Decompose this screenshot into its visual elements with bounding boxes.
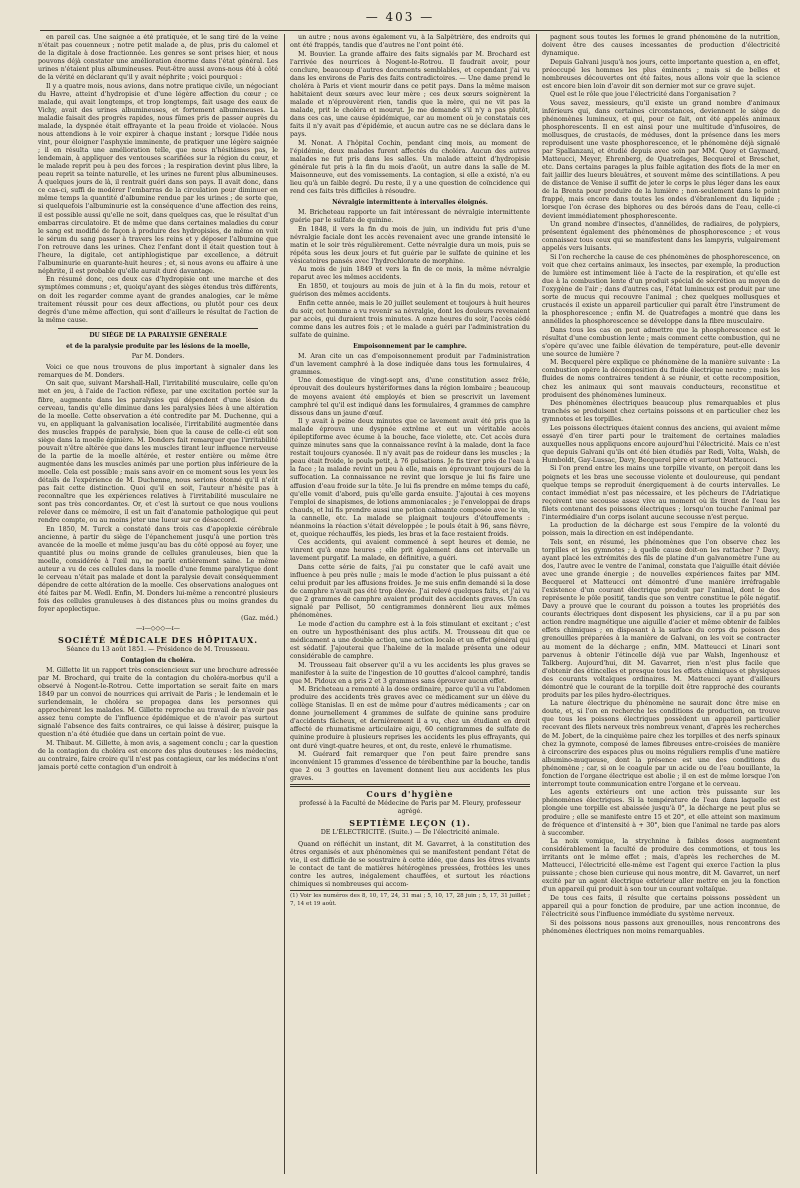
paragraph: En 1850, et toujours au mois de juin et à la fin du mois, retour et guérison des mêmes accidents. bbox=[290, 282, 530, 298]
footnote: (1) Voir les numéros des 8, 10, 17, 24, 31 mai ; 5, 10, 17, 28 juin ; 5, 17, 31 juillet ; 7, 14 et 19 août. bbox=[290, 892, 530, 907]
paragraph: M. Nonat. A l'hôpital Cochin, pendant cinq mois, au moment de l'épidémie, deux malades furent affectés du choléra. Aucun des autres malades ne fut pris dans les salles. Un malade atteint d'hydropisie générale fut pris à la fin du mois d'août, un autre dans la salle de M. Maisonneuve, eut des vomissements. La contagion, si elle a existé, n'a eu lieu qu'à un faible degré. Du reste, il y a une question de coïncidence qui rend ces faits très difficiles à résoudre. bbox=[290, 139, 530, 195]
paragraph: pagnent sous toutes les formes le grand phénomène de la nutrition, doivent être des causes incessantes de production d'électricité dynamique. bbox=[542, 34, 780, 58]
paragraph: Quel est le rôle que joue l'électricité dans l'organisation ? bbox=[550, 91, 736, 99]
paragraph: Enfin cette année, mais le 20 juillet seulement et toujours à huit heures du soir, cet homme a vu revenir sa névralgie, dont les douleurs revenaient par accès, qui duraient trois minutes. A onze heures du soir, l'accès cédé comme dans les autres fois ; et le malade a guéri par l'administration du sulfate de quinine. bbox=[290, 299, 530, 339]
paragraph: En 1848, il vers la fin du mois de juin, un individu fut pris d'une névralgie faciale dont les accès revenaient avec une grande intensité le matin et le soir très régulièrement. Cette névralgie dura un mois, puis se répéta sous les deux jours et fut guérie par le sulfate de quinine et les vésicatoires pansés avec l'hydrochlorate de morphine. bbox=[290, 225, 530, 265]
paragraph: M. Bricheteau rapporte un fait intéressant de névralgie intermittente guérie par le sulfate de quinine. bbox=[290, 208, 530, 225]
paragraph: M. Aran cite un cas d'empoisonnement produit par l'administration d'un lavement camphré à la dose indiquée dans tous les formulaires, 4 grammes. bbox=[290, 352, 530, 376]
paragraph: en pareil cas. Une saignée a été pratiquée, et le sang tiré de la veine n'était pas couenneux ; notre petit malade a, de plus, pris du calomel et de la digitale à dose fractionnée. Les genres se sont prises hier, et nous pouvons déjà constater une amélioration énorme dans l'état général. Les urines n'étaient plus albumineuses. Peut-être aussi avons-nous été à côté de la vérité en déclarant qu'il y avait néphrite ; voici pourquoi : bbox=[38, 34, 278, 82]
column-rule bbox=[536, 34, 537, 1174]
paragraph: Au mois de juin 1849 et vers la fin de ce mois, la même névralgie reparut avec les mêmes accidents. bbox=[290, 266, 530, 282]
paragraph: Vous savez, messieurs, qu'il existe un grand nombre d'animaux inférieurs qui, dans certaines circonstances, deviennent le siège de phénomènes lumineux, et qui, pour ce fait, ont été appelés animaux phosphorescents. Il en est ainsi pour une multitude d'infusoires, de mollusques, de crustacés, de méduses, dont la présence dans les mers reproduisent une vaste phosphorescence, et le phénomène déjà signalé par Spallanzani, et étudié depuis avec soin par MM. Quoy et Gaymard, Matteucci, Meyer, Ehrenberg, de Quatrefages, Becquerel et Breschet, etc. Dans certains parages la plus faible agitation des flots de la mer en fait jaillir des lueurs bleuâtres, et souvent même des scintillations. A peu de distance de Venise il suffit de jeter le corps le plus léger dans les eaux de la Brenta pour produire de la lumière ; non-seulement dans le point frappé, mais encore dans toutes les ondes d'ébranlement du liquide ; lorsque l'on écrase des biphores ou des béroés dans de l'eau, celle-ci devient immédiatement phosphorescente. bbox=[542, 99, 780, 220]
paragraph: En résumé donc, ces deux cas d'hydropisie ont une marche et des symptômes communs ; et, quoiqu'ayant des sièges étendus très différents, on doit les regarder comme ayant de grandes analogies, car le même traitement réussit pour ces deux affections, ou plutôt pour ces deux degrés d'une même affection, qui sont d'ailleurs le résultat de l'action de la même cause. bbox=[38, 276, 278, 324]
column-1 bbox=[38, 34, 278, 1174]
paragraph: Un grand nombre d'insectes, d'annélides, de radiaires, de polypiers, présentent également des phénomènes de phosphorescence ; et vous connaissez tous ceux qui se manifestent dans les lampyris, vulgairement appelés vers luisants. bbox=[542, 221, 780, 253]
byline: DE L'ÉLECTRICITÉ. (Suite.) — De l'électricité animale. bbox=[320, 829, 500, 837]
page-number: — 403 — bbox=[365, 10, 435, 24]
paragraph: un autre ; nous avons également vu, à la Salpêtrière, des endroits qui ont été frappés, tandis que d'autres ne l'ont point été. bbox=[290, 34, 530, 50]
separator-ornament: —ɪ—◇◇◇—ɪ— bbox=[135, 624, 181, 632]
column-2 bbox=[290, 34, 530, 1174]
paragraph: La nature électrique du phénomène ne saurait donc être mise en doute, et, si l'on en recherche les conditions de production, on trouve que tous les poissons électriques possèdent un appareil particulier recevant des filets nerveux très nombreux venant, d'après les recherches de M. Jobert, de la cinquième paire chez les torpilles et des nerfs spinaux chez la gymnote, composé de lames fibreuses entre-croisées de manière à circonscrire des espaces plus ou moins réguliers remplis d'une matière albumino-muqueuse, dont la présence est une des conditions du phénomène ; car, si on le coagule par un acide ou de l'eau bouillante, la fonction de l'organe électrique est abolie ; il en est de même lorsque l'on interrompt toute communication entre l'organe et le cerveau. bbox=[542, 700, 780, 788]
paragraph: Ces accidents, qui avaient commencé à sept heures et demie, ne vinrent qu'à onze heures ; elle prit également dans cet intervalle un lavement purgatif. La malade, en définitive, a guéri. bbox=[290, 539, 530, 563]
column-rule bbox=[284, 34, 285, 1174]
paragraph: La production de la décharge est sous l'empire de la volonté du poisson, mais la direction en est indépendante. bbox=[542, 522, 780, 538]
paragraph: M. Bouvier. La grande affaire des faits signalés par M. Brochard est l'arrivée des nourrices à Nogent-le-Rotrou. Il faudrait avoir, pour conclure, beaucoup d'autres documents semblables, et cependant j'ai vu dans les environs de Paris des faits contradictoires. — Une dame prend le choléra à Paris et vient mourir dans ce petit pays. Dans la même maison habitaient deux sœurs avec leur mère ; ces deux sœurs soignèrent la malade et n'éprouvèrent rien, tandis que la mère, qui ne vit pas la malade, prit le choléra et mourut. Je me demande s'il n'y a pas plutôt, dans ces cas, une cause épidémique, car au moment où je constatais ces faits il n'y avait pas d'épidémie, et aucun autre cas ne se déclara dans le pays. bbox=[290, 50, 530, 139]
paragraph: Les poissons électriques étaient connus des anciens, qui avaient même essayé d'en tirer parti pour le traitement de certaines maladies auxquelles nous appliquons encore aujourd'hui l'électricité. Mais ce n'est que depuis Galvani qu'ils ont été bien étudiés par Redi, Volta, Walsh, de Humboldt, Gay-Lussac, Davy, Becquerel père et surtout Matteucci. bbox=[542, 424, 780, 464]
byline: professé à la Faculté de Médecine de Paris par M. Fleury, professeur agrégé. bbox=[299, 800, 521, 816]
paragraph: Dans tous les cas on peut admettre que la phosphorescence est le résultat d'une combustion lente ; mais comment cette combustion, qui ne s'opère qu'avec une faible élévation de température, peut-elle devenir une source de lumière ? bbox=[542, 326, 780, 358]
paragraph: Une domestique de vingt-sept ans, d'une constitution assez frêle, éprouvait des douleurs hystériformes dans la région lombaire ; beaucoup de moyens avaient été employés et bien se prescrivit un lavement camphré tel qu'il est indiqué dans les formulaires, 4 grammes de camphre dissous dans un jaune d'œuf. bbox=[290, 377, 530, 417]
paragraph: Si des poissons nous passons aux grenouilles, nous rencontrons des phénomènes électriques non moins remarquables. bbox=[542, 919, 780, 935]
section-heading: DU SIÈGE DE LA PARALYSIE GÉNÉRALE bbox=[89, 331, 227, 339]
paragraph: Tels sont, en résumé, les phénomènes que l'on observe chez les torpilles et les gymnotes ; à quelle cause doit-on les rattacher ? Davy, ayant placé les extrémités des fils de platine d'un galvanomètre l'une au dos, l'autre avec le ventre de l'animal, constata que l'aiguille était déviée avec une grande énergie ; de nouvelles expériences faites par MM. Becquerel et Matteucci ont démontré d'une manière irréfragable l'existence d'un courant électrique produit par l'animal, dont le dos représente le pôle positif, tandis que son ventre constitue le pôle négatif. Davy a prouvé que le courant du poisson a toutes les propriétés des courants électriques dont disposent les physiciens, car il a pu par son action rendre magnétique une aiguille d'acier et même obtenir de faibles effets chimiques ; en disposant à la surface du corps du poisson des grenouilles préparées à la manière de Galvani, on les voit se contracter au moment de la décharge ; enfin, MM. Matteucci et Linari sont parvenus à obtenir l'étincelle déjà vue par Walsh, Ingenhousz et Talkberg. Aujourd'hui, dit M. Gavarret, rien n'est plus facile que d'obtenir des étincelles et presque tous les effets chimiques et physiques des courants voltaïques ordinaires. M. Matteucci ayant d'ailleurs démontré que le courant de la torpille doit être rapproché des courants produits par les piles hydro-électriques. bbox=[542, 538, 780, 699]
paragraph: De tous ces faits, il résulte que certains poissons possèdent un appareil qui a pour fonction de produire, par une action inconnue, de l'électricité sous l'influence immédiate du système nerveux. bbox=[542, 894, 780, 919]
paragraph: Si l'on recherche la cause de ces phénomènes de phosphorescence, on voit que chez certains animaux, les insectes, par exemple, la production de lumière est intimement liée à l'acte de la respiration, et qu'elle est due à la combustion lente d'un produit spécial de sécrétion au moyen de l'oxygène de l'air ; dans d'autres cas, l'état lumineux est produit par une sorte de mucus qui recouvre l'animal ; chez quelques mollusques et crustacés il existe un appareil particulier qui paraît être l'instrument de la phosphorescence ; enfin M. de Quatrefages a montré que dans les annélides la phosphorescence se développe dans la fibre musculaire. bbox=[542, 253, 780, 326]
paragraph: Dans cette série de faits, j'ai pu constater que le café avait une influence à peu près nulle ; mais le mode d'action le plus puissant a été celui produit par les affusions froides. Je me suis enfin demandé si la dose de camphre n'avait pas été trop élevée. J'ai relevé quelques faits, et j'ai vu que 2 grammes de camphre avaient produit des accidents graves. Un cas signalé par Pellisot, 50 centigrammes donnèrent lieu aux mêmes phénomènes. bbox=[290, 564, 530, 620]
paragraph: M. Guérard fait remarquer que l'on peut faire prendre sans inconvénient 15 grammes d'essence de térébenthine par la bouche, tandis que 2 ou 3 gouttes en lavement donnent lieu aux accidents les plus graves. bbox=[290, 751, 530, 783]
paragraph: M. Bricheteau a remonté à la dose ordinaire, parce qu'il a vu l'abdomen produire des accidents très graves avec ce médicament sur un élève du collège Stanislas. Il en est de même pour d'autres médicaments ; car on donne journellement 4 grammes de sulfate de quinine sans produire d'accidents fâcheux, et dernièrement il a vu, chez un étudiant en droit affecté de rhumatisme articulaire aigu, 60 centigrammes de sulfate de quinine produire à plusieurs reprises les accidents les plus effrayants, qui ont duré vingt-quatre heures, et ont, du reste, enlevé le rhumatisme. bbox=[290, 686, 530, 750]
section-heading: Cours d'hygiène bbox=[366, 789, 454, 800]
divider bbox=[290, 890, 530, 891]
paragraph: Depuis Galvani jusqu'à nos jours, cette importante question a, en effet, préoccupé les hommes les plus éminents ; mais si de belles et nombreuses découvertes ont été faites, nous allons voir que la science est encore bien loin d'avoir dit son dernier mot sur ce grave sujet. bbox=[542, 58, 780, 90]
paragraph: M. Thibaut. M. Gillette, à mon avis, a sagement conclu ; car la question de la contagion du choléra est encore des plus douteuses : les médecins, au contraire, faire croire qu'il n'est pas contagieux, car les médecins n'ont jamais porté cette contagion d'un endroit à bbox=[38, 739, 278, 772]
paragraph: Le mode d'action du camphre est à la fois stimulant et excitant ; c'est en outre un hyposthénisant des plus actifs. M. Trousseau dit que ce médicament a une double action, une action locale et un effet général qui est sédatif. J'ajouterai que l'haleine de la malade présenta une odeur considérable de camphre. bbox=[290, 620, 530, 661]
section-heading: Contagion du choléra. bbox=[120, 656, 196, 664]
paragraph: M. Becquerel père explique ce phénomène de la manière suivante : La combustion opère la décomposition du fluide électrique neutre ; mais les fluides de noms contraires tendent à se réunir, et cette recomposition, chez les animaux qui sont mauvais conducteurs, reconstitue et produisent des phénomènes lumineux. bbox=[542, 359, 780, 399]
byline: Séance du 13 août 1851. — Présidence de M. Trousseau. bbox=[66, 645, 250, 653]
paragraph: La noix vomique, la strychnine à faibles doses augmentent considérablement la faculté de produire des commotions, et tous les irritants ont le même effet ; mais, d'après les recherches de M. Matteucci, l'électricité elle-même est l'agent qui exerce l'action la plus puissante ; chose bien curieuse qui nous montre, dit M. Gavarret, un nerf excité par un agent électrique extérieur aller mettre en jeu la fonction d'un appareil qui produit à son tour un courant voltaïque. bbox=[542, 838, 780, 894]
divider bbox=[290, 784, 530, 785]
paragraph: Il y avait à peine deux minutes que ce lavement avait été pris que la malade éprouva une dyspnée extrême et eut un véritable accès épileptiforme avec écume à la bouche, face violette, etc. Cet accès dura quinze minutes sans que la connaissance revînt à la malade, dont la face restait toujours cyanosée. Il n'y avait pas de roideur dans les muscles ; la peau était froide, le pouls petit, à 76 pulsations. Je fis tirer près de l'eau à la face ; la malade revint un peu à elle, mais en éprouvant toujours de la suffocation. La connaissance ne revint que lorsque je lui fis faire une affusion d'eau froide sur la tête. Je lui fis prendre en même temps du café, qu'elle vomit d'abord, puis qu'elle garda ensuite. J'ajoutai à ces moyens l'emploi de sinapismes, de lotions ammoniacales ; je l'enveloppai de draps chauds, et lui fis prendre aussi une potion calmante composée avec le vin, la cannelle, etc. La malade se plaignait toujours d'étouffements : néanmoins la réaction s'était développée ; le pouls était à 96, sans fièvre, et, quoique réchauffés, les pieds, les bras et la face restaient froids. bbox=[290, 418, 530, 538]
byline: Par M. Donders. bbox=[131, 352, 185, 360]
column-3 bbox=[542, 34, 780, 1174]
header-rule bbox=[40, 30, 770, 31]
paragraph: On sait que, suivant Marshall-Hall, l'irritabilité musculaire, celle qu'on met en jeu, à l'aide de l'action réflexe, par une excitation portée sur la fibre, augmente dans les paralysies qui dépendent d'une lésion du cerveau, tandis qu'elle diminue dans les paralysies liées à une altération de la moelle. Cette observation a été contredite par M. Duchenne, qui a vu, en appliquant la galvanisation localisée, l'irritabilité augmentée dans des muscles frappés de paralysie, bien que la cause de celle-ci eût son siège dans la moelle épinière. M. Donders fait remarquer que l'irritabilité pouvait n'être altérée que dans les muscles tirant leur influence nerveuse de la partie de la moelle altérée, et rester entière ou même être augmentée dans les muscles animés par une portion plus inférieure de la moelle. Cela est possible ; mais sans avoir en ce moment sous les yeux les détails de l'expérience de M. Duchenne, nous serions étonné qu'il n'eût pas fait cette distinction. Quoi qu'il en soit, l'auteur n'hésite pas à reconnaître que les expériences relatives à l'irritabilité musculaire ne sont pas très concordantes. Or, et c'est là surtout ce que nous voulions relever dans ce mémoire, il est un fait d'anatomie pathologique qui peut rendre compte, ou au moins jeter une lueur sur ce désaccord. bbox=[38, 380, 278, 525]
paragraph: Si l'on prend entre les mains une torpille vivante, on perçoit dans les poignets et les bras une secousse violente et douloureuse, qui pendant quelque temps se reproduit énergiquement à de courts intervalles. Le contact immédiat n'est pas nécessaire, et les pêcheurs de l'Adriatique reçoivent une secousse assez vive au moment où ils tirent de l'eau les filets contenant des poissons électriques ; lorsqu'on touche l'animal par l'intermédiaire d'un corps isolant aucune secousse n'est perçue. bbox=[542, 465, 780, 521]
paragraph: Les agents extérieurs ont une action très puissante sur les phénomènes électriques. Si la température de l'eau dans laquelle est plongée une torpille est abaissée jusqu'à 0°, la décharge ne peut plus se produire ; elle se manifeste entre 15 et 20°, et elle atteint son maximum de fréquence et d'intensité à + 30°, bien que l'animal ne tarde pas alors à succomber. bbox=[542, 789, 780, 837]
section-heading: SEPTIÈME LEÇON (1). bbox=[349, 818, 471, 829]
section-heading: et de la paralysie produite par les lésions de la moelle, bbox=[66, 342, 250, 350]
section-heading: Empoisonnement par le camphre. bbox=[353, 342, 467, 350]
divider bbox=[290, 786, 530, 787]
divider bbox=[58, 328, 258, 329]
paragraph: M. Trousseau fait observer qu'il a vu les accidents les plus graves se manifester à la suite de l'ingestion de 10 gouttes d'alcool camphré, tandis que M. Pidoux en a pris 2 et 3 grammes sans éprouver aucun effet. bbox=[290, 661, 530, 685]
section-heading: Névralgie intermittente à intervalles éloignés. bbox=[332, 198, 488, 206]
paragraph: Voici ce que nous trouvons de plus important à signaler dans les remarques de M. Donders. bbox=[38, 363, 278, 379]
paragraph: Des phénomènes électriques beaucoup plus remarquables et plus tranchés se produisent chez certains poissons et en particulier chez les gymnotes et les torpilles. bbox=[542, 400, 780, 424]
paragraph: Quand on réfléchit un instant, dit M. Gavarret, à la constitution des êtres organisés et aux phénomènes qui se manifestent pendant l'état de vie, il est difficile de se soustraire à cette idée, que dans les êtres vivants le contact de tant de matières hétérogènes pressées, frottées les unes contre les autres, inégalement chauffées, et surtout les réactions chimiques si nombreuses qui accom- bbox=[290, 840, 530, 888]
paragraph: En 1850, M. Turck a constaté dans trois cas d'apoplexie cérébrale ancienne, à partir du siège de l'épanchement jusqu'à une portion très avancée de la moelle et même jusqu'au bas du côté opposé au foyer, une quantité plus ou moins grande de cellules granuleuses, bien que la moelle, considérée à l'œil nu, ne parût entièrement saine. Le même auteur a vu de ces cellules dans la moelle d'une femme paralytique dont le cerveau n'était pas malade et dont la paralysie devait conséquemment dépendre de cette altération de la moelle. Ces observations analogues ont été faites par M. Wedl. Enfin, M. Donders lui-même a rencontré plusieurs fois des cellules granuleuses à des distances plus ou moins grandes du foyer apoplectique. bbox=[38, 525, 278, 614]
signature: (Gaz. méd.) bbox=[240, 614, 278, 622]
paragraph: M. Gillette lit un rapport très consciencieux sur une brochure adressée par M. Brochard, qui traite de la contagion du choléra-morbus qu'il a observé à Nogent-le-Rotrou. Cette importation se serait faite en mars 1849 par un convoi de nourrices qui arrivait de Paris ; le lendemain et le surlendemain, le choléra se propagea dans les personnes qui approchèrent les malades. M. Gillette reproche au travail de n'avoir pas assez tenu compte de l'influence épidémique et de n'avoir pas surtout signalé l'absence des faits contraires, ce qui laisse à désirer, puisque la question n'a été étudiée que dans un certain point de vue. bbox=[38, 667, 278, 739]
paragraph: Il y a quatre mois, nous avions, dans notre pratique civile, un négociant du Havre, atteint d'hydropisie et d'une légère affection du cœur ; ce malade, qui avait longtemps, et trop longtemps, fait usage des eaux de Vichy, avait des urines albumineuses, et fortement albumineuses. La maladie faisait des progrès rapides, nous fûmes pris de passer auprès du malade, la dyspnée était effrayante et la peau froide et violacée. Nous nous attendions à le voir expirer à chaque instant ; lorsque l'idée nous vint, pour éloigner l'asphyxie imminente, de pratiquer une légère saignée ; il en résulta une amélioration telle, que nous n'hésitâmes pas, le lendemain, à appliquer des ventouses scarifiées sur la région du cœur, et le malade reprit peu à peu des forces ; la respiration devint plus libre, la peau reprit sa teinte naturelle, et les urines ne furent plus albumineuses. A quelques jours de là, il rentrait guéri dans son pays. Il avait donc, dans ce cas-ci, suffi de modérer l'embarras de la circulation pour diminuer en même temps la quantité d'albumine rendue par les urines ; de sorte que, si quelquefois l'albuminurie est la conséquence d'une affection des reins, il est possible aussi qu'elle ne soit, dans quelques cas, que le résultat d'un embarras circulatoire. Et de même que dans certaines maladies du cœur le sang est modifié de façon à produire des hydropisies, de même on voit le sérum du sang passer à travers les reins et y déposer l'albumine que l'on retrouve dans les urines. Chez l'enfant dont il était question tout à l'heure, la digitale, cet antiphlogistique par excellence, a détruit l'albuminurie en quarante-huit heures ; et, si nous avons eu affaire à une néphrite, il est probable qu'elle aurait duré davantage. bbox=[38, 82, 278, 275]
section-heading: SOCIÉTÉ MÉDICALE DES HÔPITAUX. bbox=[57, 634, 259, 645]
